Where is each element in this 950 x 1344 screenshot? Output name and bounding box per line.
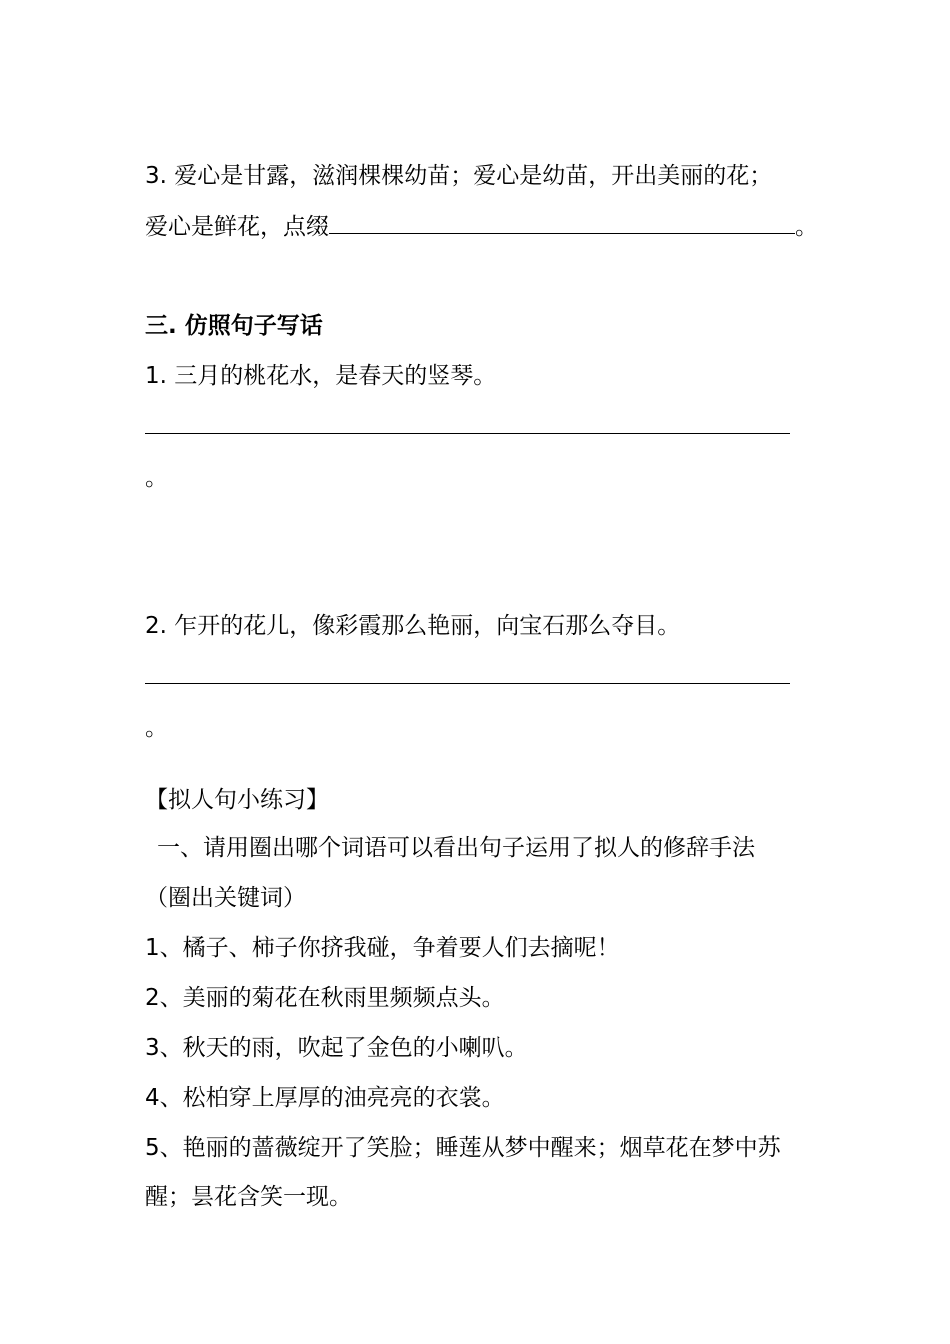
practice-item: 2、美丽的菊花在秋雨里频频点头。 <box>145 985 505 1011</box>
item3-line1: 3. 爱心是甘露，滋润棵棵幼苗；爱心是幼苗，开出美丽的花； <box>145 163 773 189</box>
personification-title: 【拟人句小练习】 <box>145 787 329 813</box>
practice-item: 4、松柏穿上厚厚的油亮亮的衣裳。 <box>145 1085 505 1111</box>
item2-answer-blank[interactable] <box>145 683 790 684</box>
item3-answer-blank[interactable] <box>329 211 795 234</box>
item3-line2 <box>145 211 818 242</box>
item3-line2-suffix: 。 <box>795 214 818 240</box>
item1-answer-blank[interactable] <box>145 433 790 434</box>
section3-heading: 三. 仿照句子写话 <box>145 313 323 339</box>
practice-item-continued: 醒；昙花含笑一现。 <box>145 1184 352 1210</box>
section3-item1: 1. 三月的桃花水，是春天的竖琴。 <box>145 363 497 389</box>
practice-item: 5、艳丽的蔷薇绽开了笑脸；睡莲从梦中醒来；烟草花在梦中苏 <box>145 1135 781 1161</box>
item3-line2-prefix: 爱心是鲜花，点缀 <box>145 214 329 240</box>
item1-end-mark: 。 <box>145 465 168 491</box>
instruction-line1: 一、请用圈出哪个词语可以看出句子运用了拟人的修辞手法 <box>157 835 755 861</box>
practice-item: 3、秋天的雨，吹起了金色的小喇叭。 <box>145 1035 528 1061</box>
practice-item: 1、橘子、柿子你挤我碰，争着要人们去摘呢！ <box>145 935 620 961</box>
section3-item2: 2. 乍开的花儿，像彩霞那么艳丽，向宝石那么夺目。 <box>145 613 681 639</box>
instruction-line2: （圈出关键词） <box>145 885 306 911</box>
item2-end-mark: 。 <box>145 715 168 741</box>
